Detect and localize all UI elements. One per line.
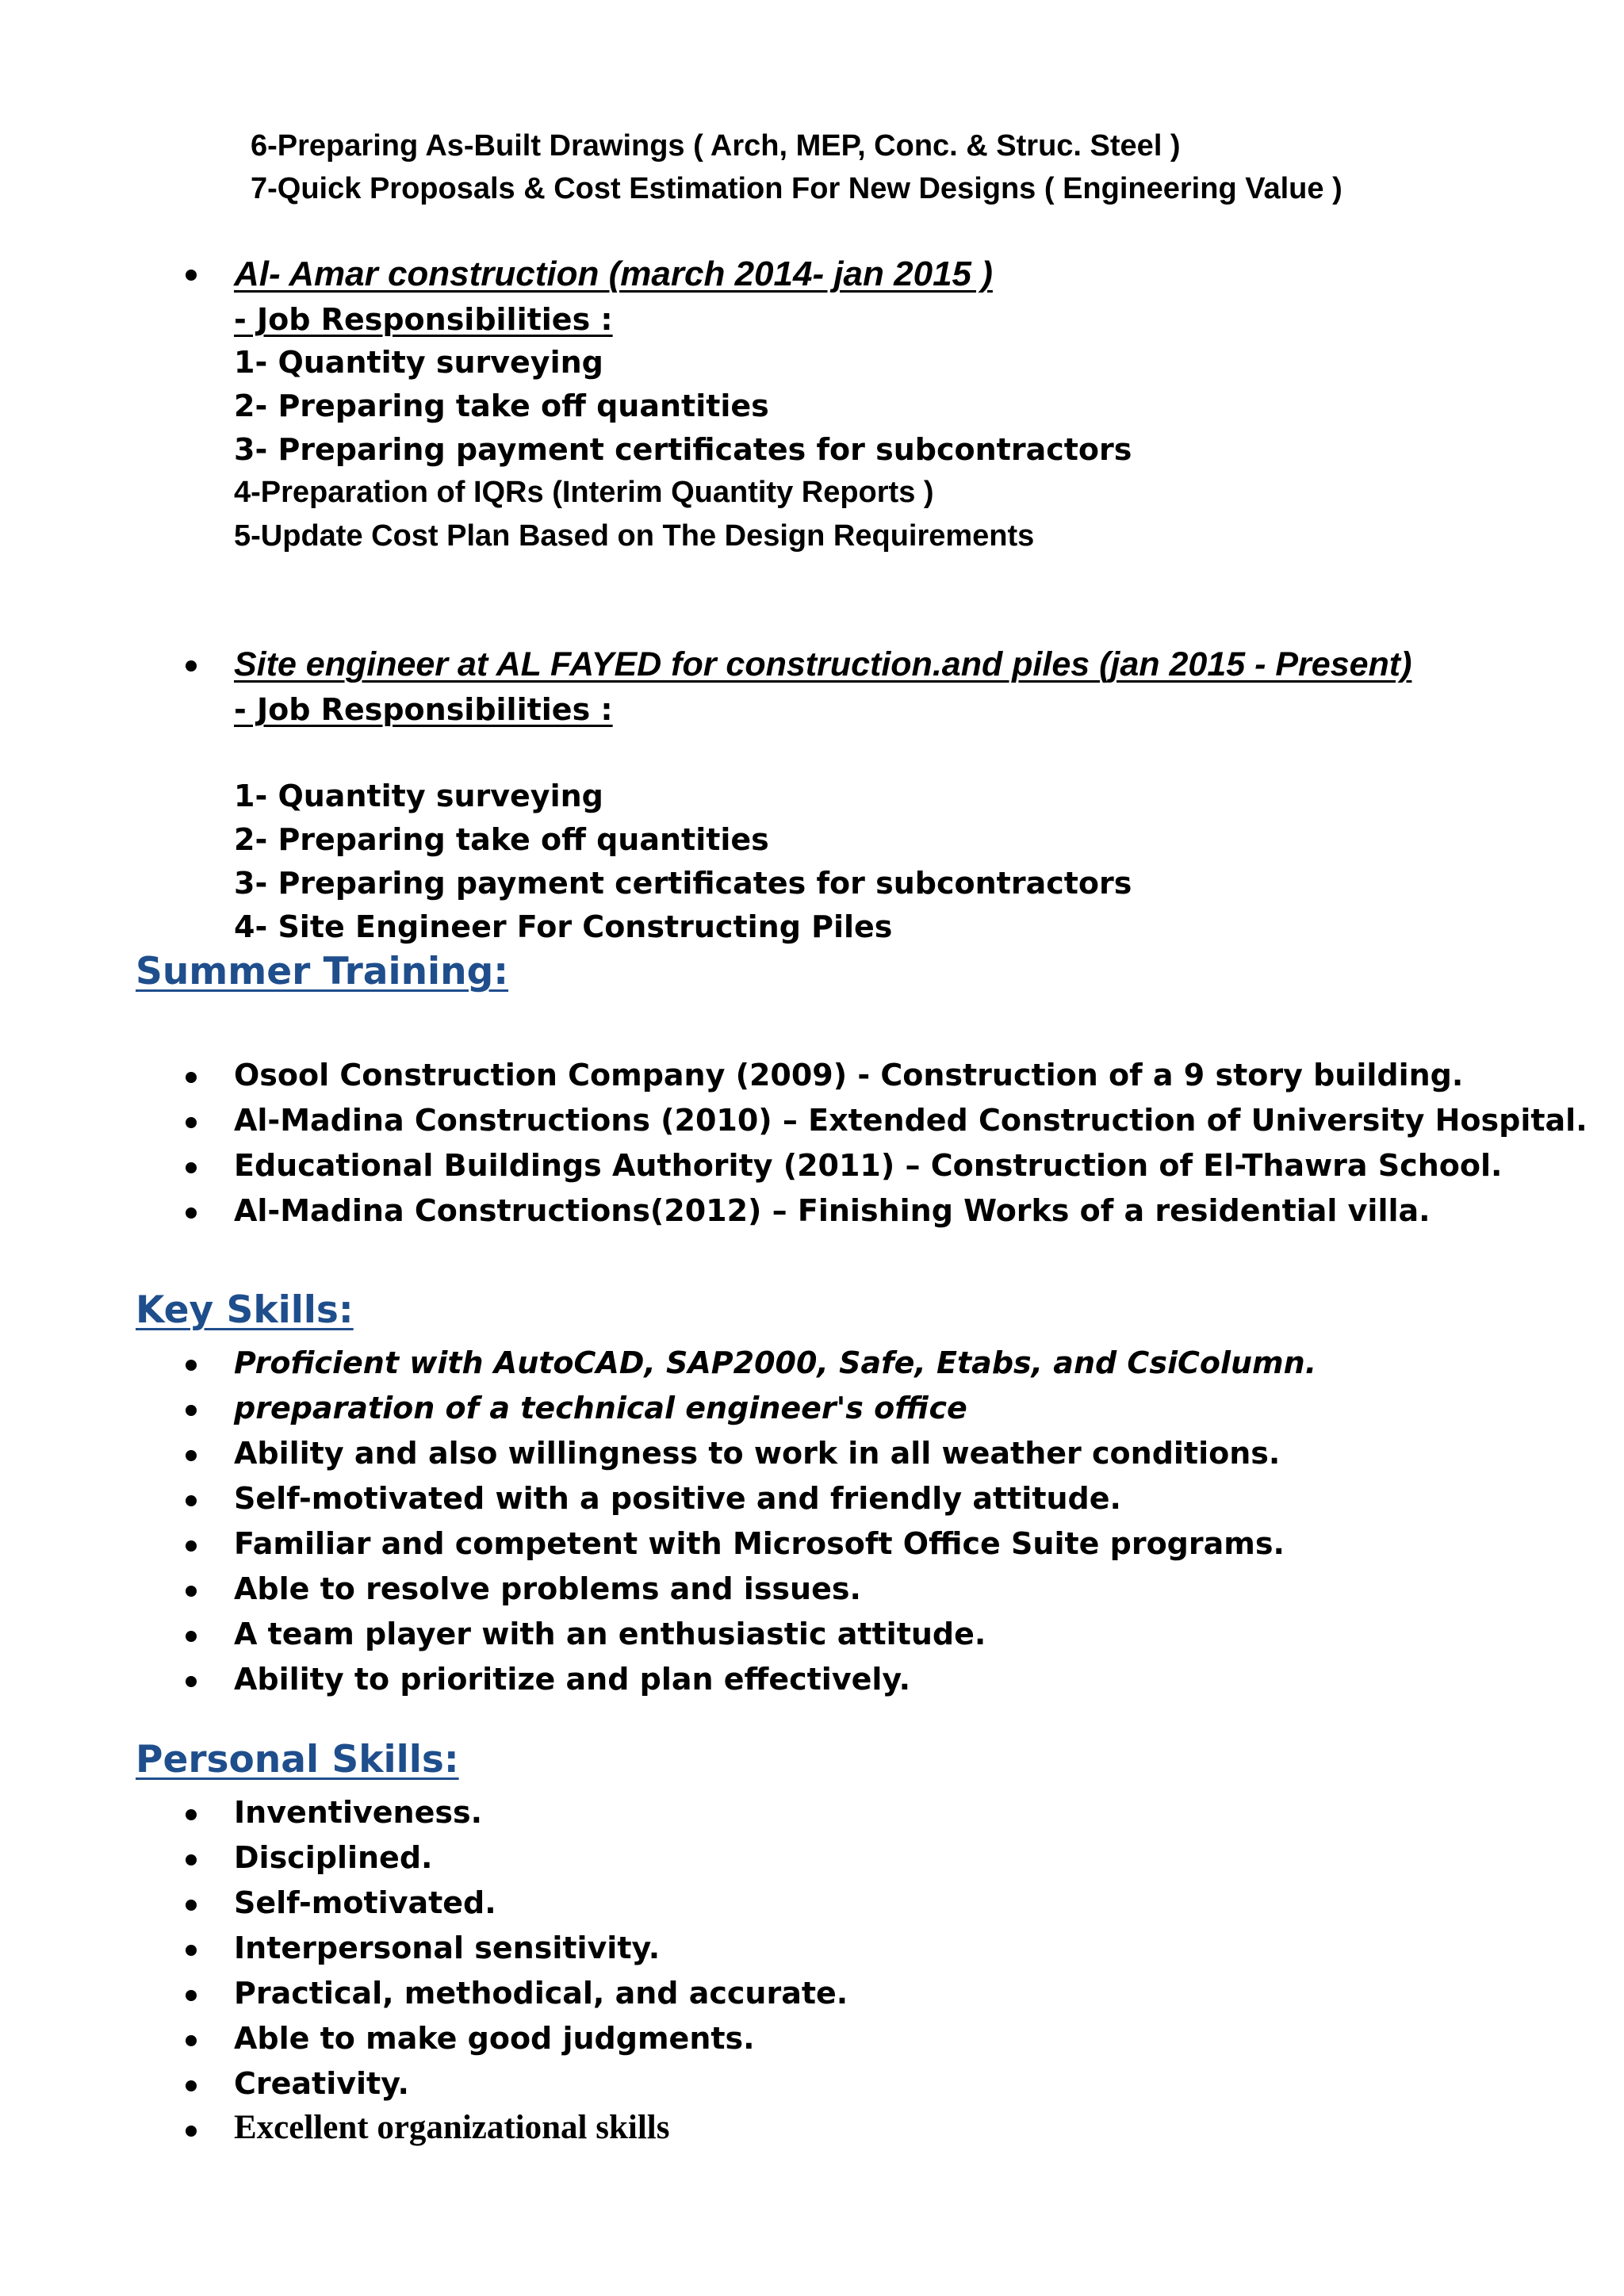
bullet-icon: [186, 1207, 197, 1219]
key-skill-7: A team player with an enthusiastic attitude.: [234, 1617, 986, 1651]
summer-item-4: Al-Madina Constructions(2012) – Finishing Works of a residential villa.: [234, 1193, 1431, 1228]
personal-skills-heading: Personal Skills:: [136, 1738, 459, 1781]
job1-resp-label: - Job Responsibilities :: [234, 302, 613, 337]
intro-line-7: 7-Quick Proposals & Cost Estimation For New Designs ( Engineering Value ): [251, 172, 1342, 205]
summer-item-1: Osool Construction Company (2009) - Construction of a 9 story building.: [234, 1058, 1464, 1093]
personal-skill-5: Practical, methodical, and accurate.: [234, 1976, 848, 2011]
job1-item-3: 3- Preparing payment certificates for subcontractors: [234, 432, 1132, 467]
personal-skill-7: Creativity.: [234, 2066, 409, 2101]
bullet-icon: [186, 2126, 197, 2137]
job2-item-4: 4- Site Engineer For Constructing Piles: [234, 909, 893, 944]
bullet-icon: [186, 1586, 197, 1597]
job1-title: Al- Amar construction (march 2014- jan 2015 ): [234, 254, 993, 293]
bullet-icon: [186, 1072, 197, 1083]
key-skill-6: Able to resolve problems and issues.: [234, 1571, 861, 1606]
personal-skill-6: Able to make good judgments.: [234, 2021, 755, 2056]
personal-skill-2: Disciplined.: [234, 1840, 433, 1875]
bullet-icon: [186, 1900, 197, 1911]
job2-item-2: 2- Preparing take off quantities: [234, 822, 769, 857]
bullet-icon: [186, 1162, 197, 1173]
bullet-icon: [186, 1405, 197, 1416]
key-skill-4: Self-motivated with a positive and friendly attitude.: [234, 1481, 1121, 1516]
key-skill-1: Proficient with AutoCAD, SAP2000, Safe, Etabs, and CsiColumn.: [234, 1345, 1317, 1380]
summer-training-heading: Summer Training:: [136, 950, 509, 993]
bullet-icon: [186, 1676, 197, 1687]
bullet-icon: [186, 660, 197, 672]
personal-skill-4: Interpersonal sensitivity.: [234, 1931, 661, 1965]
bullet-icon: [186, 1990, 197, 2001]
bullet-icon: [186, 1117, 197, 1128]
personal-skill-1: Inventiveness.: [234, 1795, 483, 1830]
job2-title: Site engineer at AL FAYED for construction.and piles (jan 2015 - Present): [234, 645, 1412, 683]
bullet-icon: [186, 270, 197, 281]
key-skill-5: Familiar and competent with Microsoft Office Suite programs.: [234, 1526, 1285, 1561]
job1-item-2: 2- Preparing take off quantities: [234, 388, 769, 423]
key-skills-heading: Key Skills:: [136, 1288, 354, 1332]
bullet-icon: [186, 1945, 197, 1956]
bullet-icon: [186, 1495, 197, 1506]
job1-item-5: 5-Update Cost Plan Based on The Design Requirements: [234, 519, 1035, 553]
bullet-icon: [186, 1450, 197, 1461]
personal-skill-3: Self-motivated.: [234, 1885, 496, 1920]
bullet-icon: [186, 2080, 197, 2091]
bullet-icon: [186, 1360, 197, 1371]
bullet-icon: [186, 1809, 197, 1820]
key-skill-3: Ability and also willingness to work in all weather conditions.: [234, 1436, 1281, 1471]
key-skill-8: Ability to prioritize and plan effectively.: [234, 1662, 911, 1697]
summer-item-3: Educational Buildings Authority (2011) – Construction of El-Thawra School.: [234, 1148, 1503, 1183]
personal-skill-8: Excellent organizational skills: [234, 2109, 670, 2146]
bullet-icon: [186, 1540, 197, 1552]
key-skill-2: preparation of a technical engineer's office: [234, 1391, 967, 1425]
bullet-icon: [186, 1631, 197, 1642]
summer-item-2: Al-Madina Constructions (2010) – Extended Construction of University Hospital.: [234, 1103, 1588, 1138]
job2-resp-label: - Job Responsibilities :: [234, 692, 613, 727]
job1-item-4: 4-Preparation of IQRs (Interim Quantity Reports ): [234, 476, 934, 509]
job1-item-1: 1- Quantity surveying: [234, 345, 603, 380]
intro-line-6: 6-Preparing As-Built Drawings ( Arch, MEP, Conc. & Struc. Steel ): [251, 129, 1181, 163]
bullet-icon: [186, 1854, 197, 1866]
bullet-icon: [186, 2035, 197, 2046]
job2-item-1: 1- Quantity surveying: [234, 779, 603, 813]
job2-item-3: 3- Preparing payment certificates for subcontractors: [234, 866, 1132, 901]
